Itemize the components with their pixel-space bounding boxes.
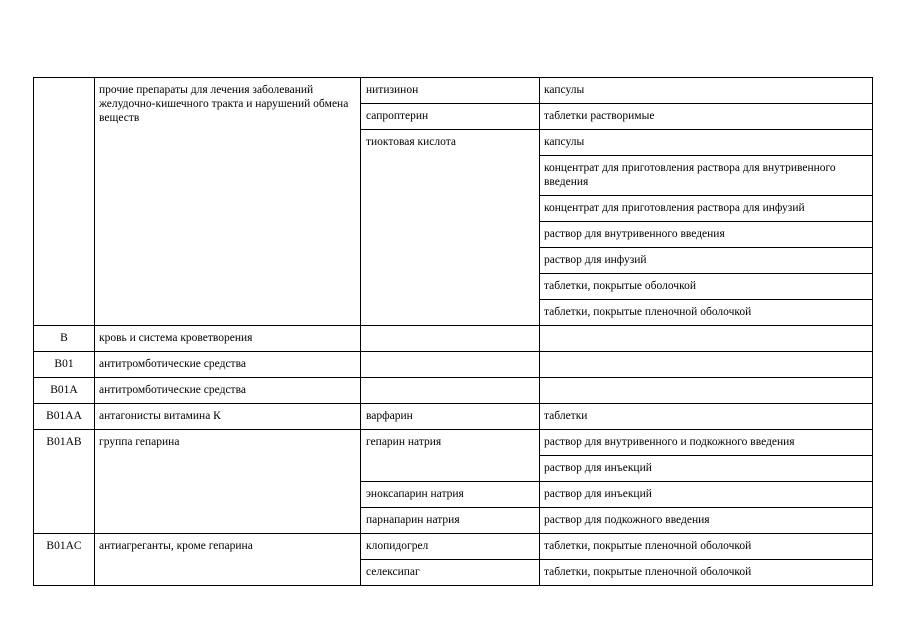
atc-code-cell [34,352,95,378]
anatomical-therapeutic-group-cell [95,404,361,430]
dosage-form-cell [540,300,873,326]
group-description: антитромботические средства [99,384,246,396]
drug-name-cell [361,130,540,326]
drug-name: гепарин натрия [366,436,442,448]
empty-drug-cell [361,378,540,404]
table-row [34,326,873,352]
anatomical-therapeutic-group-cell [95,378,361,404]
empty-drug-cell [361,352,540,378]
dosage-form: таблетки, покрытые пленочной оболочкой [544,540,752,552]
drug-name: эноксапарин натрия [366,488,464,500]
atc-code-cell [34,430,95,534]
table-row [34,404,873,430]
dosage-form: таблетки, покрытые пленочной оболочкой [544,306,752,318]
dosage-form: раствор для инъекций [544,462,652,474]
anatomical-therapeutic-group-cell [95,430,361,534]
drug-classification-table [33,77,873,586]
dosage-form-cell [540,78,873,104]
dosage-form-cell [540,130,873,156]
drug-name: тиоктовая кислота [366,136,456,148]
group-description: антагонисты витамина К [99,410,221,422]
table-row [34,378,873,404]
atc-code [34,78,94,83]
dosage-form: концентрат для приготовления раствора для инфузий [544,202,805,214]
drug-name-cell [361,104,540,130]
dosage-form-cell [540,430,873,456]
dosage-form: раствор для подкожного введения [544,514,710,526]
group-description: прочие препараты для лечения заболеваний желудочно-кишечного тракта и нарушений обмена веществ [99,84,349,124]
anatomical-therapeutic-group-cell [95,534,361,586]
drug-name: сапроптерин [366,110,429,122]
dosage-form: раствор для внутривенного и подкожного введения [544,436,795,448]
atc-code-cell [34,326,95,352]
dosage-form-cell [540,222,873,248]
drug-name-cell [361,534,540,560]
table-row [34,352,873,378]
group-description: группа гепарина [99,436,180,448]
dosage-form: таблетки растворимые [544,110,655,122]
table-row [34,430,873,456]
drug-name: селексипаг [366,566,420,578]
dosage-form: концентрат для приготовления раствора для внутривенного введения [544,162,836,188]
empty-form-cell [540,378,873,404]
dosage-form-cell [540,456,873,482]
empty-form-cell [540,352,873,378]
anatomical-therapeutic-group-cell [95,78,361,326]
atc-code-cell [34,378,95,404]
drug-name: нитизинон [366,84,419,96]
empty-drug-cell [361,326,540,352]
drug-name-cell [361,482,540,508]
dosage-form: таблетки, покрытые пленочной оболочкой [544,566,752,578]
dosage-form: таблетки, покрытые оболочкой [544,280,696,292]
dosage-form: капсулы [544,84,585,96]
atc-code: B [60,332,68,344]
atc-code-cell [34,404,95,430]
atc-code-cell [34,534,95,586]
dosage-form: раствор для внутривенного введения [544,228,725,240]
drug-name-cell [361,508,540,534]
atc-code: B01A [50,384,78,396]
drug-name-cell [361,560,540,586]
atc-code: B01AC [46,540,82,552]
drug-name-cell [361,78,540,104]
dosage-form-cell [540,534,873,560]
anatomical-therapeutic-group-cell [95,352,361,378]
table-row [34,78,873,104]
atc-code-cell [34,78,95,326]
dosage-form-cell [540,560,873,586]
dosage-form-cell [540,404,873,430]
dosage-form: раствор для инфузий [544,254,647,266]
dosage-form-cell [540,508,873,534]
drug-name: парнапарин натрия [366,514,460,526]
drug-name-cell [361,430,540,482]
atc-code: B01 [54,358,74,370]
dosage-form: капсулы [544,136,585,148]
dosage-form-cell [540,104,873,130]
table-row [34,534,873,560]
dosage-form: раствор для инъекций [544,488,652,500]
group-description: антиагреганты, кроме гепарина [99,540,253,552]
dosage-form-cell [540,156,873,196]
atc-code: B01AB [46,436,82,448]
dosage-form-cell [540,482,873,508]
drug-name: клопидогрел [366,540,429,552]
dosage-form: таблетки [544,410,588,422]
dosage-form-cell [540,274,873,300]
dosage-form-cell [540,196,873,222]
dosage-form-cell [540,248,873,274]
empty-form-cell [540,326,873,352]
drug-name-cell [361,404,540,430]
drug-name: варфарин [366,410,413,422]
anatomical-therapeutic-group-cell [95,326,361,352]
group-description: антитромботические средства [99,358,246,370]
atc-code: B01AA [46,410,82,422]
group-description: кровь и система кроветворения [99,332,253,344]
